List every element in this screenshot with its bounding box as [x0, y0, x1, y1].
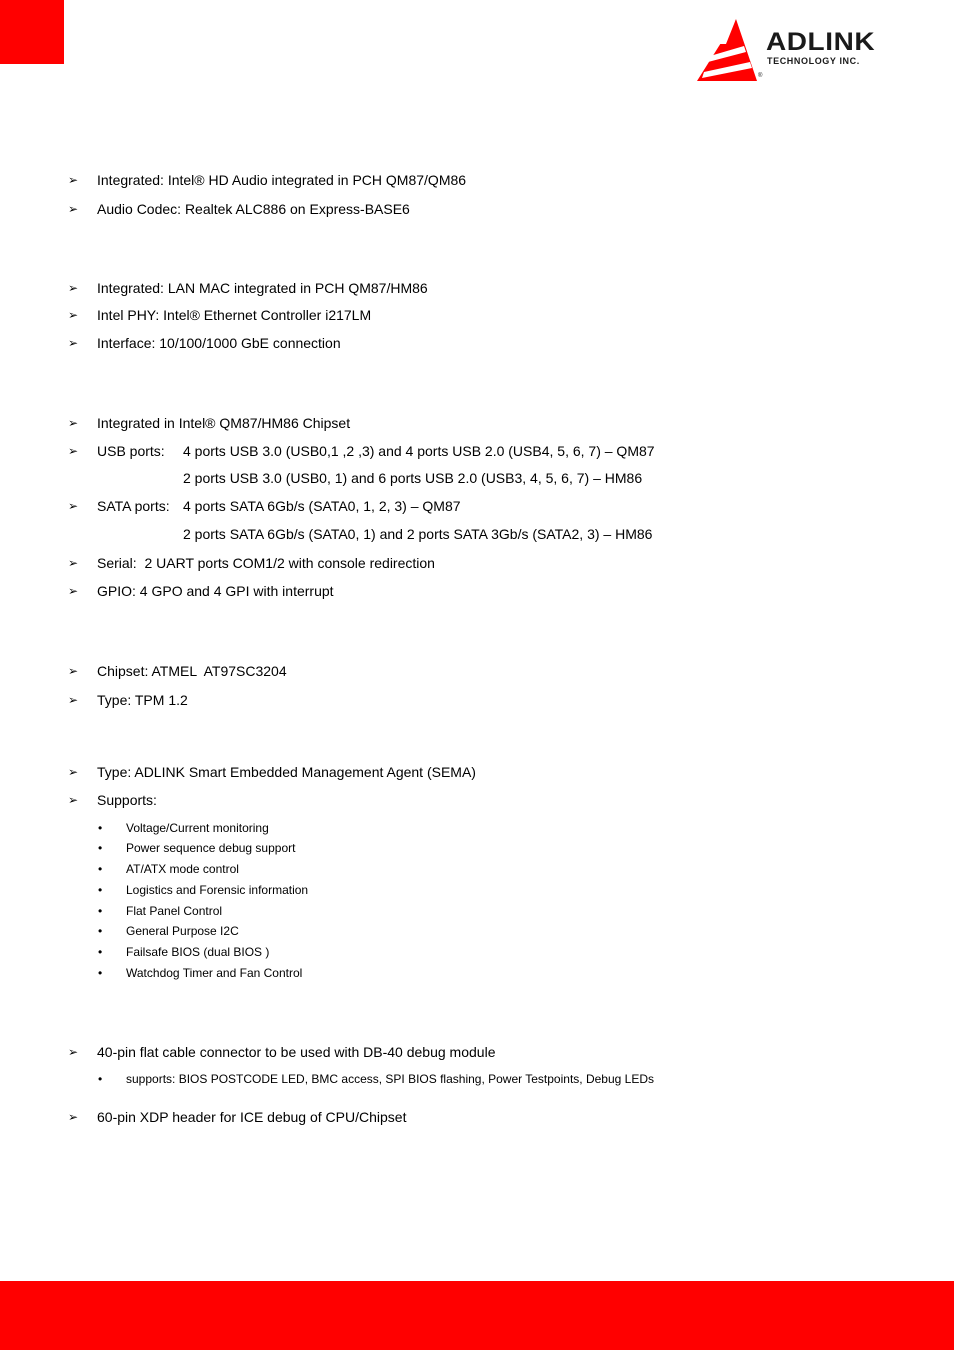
feature-item: • Power sequence debug support [98, 841, 296, 855]
arrow-bullet-icon: ➢ [68, 1045, 79, 1059]
bullet-dot-icon: • [98, 1072, 103, 1086]
list-item: ➢ Intel PHY: Intel® Ethernet Controller i217LM [68, 307, 372, 323]
arrow-bullet-icon: ➢ [68, 664, 79, 678]
feature-item: • Failsafe BIOS (dual BIOS ) [98, 945, 270, 959]
bullet-dot-icon: • [98, 945, 103, 959]
adlink-logo [696, 18, 908, 84]
sata-ports-continuation: 2 ports SATA 6Gb/s (SATA0, 1) and 2 ports SATA 3Gb/s (SATA2, 3) – HM86 [183, 526, 653, 542]
usb-ports-item: ➢ USB ports: 4 ports USB 3.0 (USB0,1 ,2 ,3) and 4 ports USB 2.0 (USB4, 5, 6, 7) – QM87 [68, 443, 655, 459]
bullet-dot-icon: • [98, 862, 103, 876]
arrow-bullet-icon: ➢ [68, 556, 79, 570]
logo-registered-mark: ® [758, 73, 763, 79]
arrow-bullet-icon: ➢ [68, 173, 79, 187]
arrow-bullet-icon: ➢ [68, 202, 79, 216]
arrow-bullet-icon: ➢ [68, 584, 79, 598]
arrow-bullet-icon: ➢ [68, 765, 79, 779]
list-item: ➢ Serial: 2 UART ports COM1/2 with console redirection [68, 555, 435, 571]
list-item: ➢ Integrated in Intel® QM87/HM86 Chipset [68, 415, 351, 431]
header-corner-block [0, 0, 64, 64]
list-item: ➢ Chipset: ATMEL AT97SC3204 [68, 663, 287, 679]
feature-item: • General Purpose I2C [98, 924, 239, 938]
usb-ports-continuation: 2 ports USB 3.0 (USB0, 1) and 6 ports USB 2.0 (USB3, 4, 5, 6, 7) – HM86 [183, 470, 643, 486]
arrow-bullet-icon: ➢ [68, 308, 79, 322]
bullet-dot-icon: • [98, 904, 103, 918]
list-item: ➢ 60-pin XDP header for ICE debug of CPU/Chipset [68, 1109, 407, 1125]
arrow-bullet-icon: ➢ [68, 793, 79, 807]
arrow-bullet-icon: ➢ [68, 1110, 79, 1124]
logo-triangle-icon [696, 18, 758, 82]
list-item: ➢ GPIO: 4 GPO and 4 GPI with interrupt [68, 583, 334, 599]
bullet-dot-icon: • [98, 883, 103, 897]
bullet-dot-icon: • [98, 841, 103, 855]
list-item: ➢ Integrated: LAN MAC integrated in PCH QM87/HM86 [68, 280, 428, 296]
bullet-dot-icon: • [98, 966, 103, 980]
feature-item: • Voltage/Current monitoring [98, 821, 269, 835]
list-item: ➢ Interface: 10/100/1000 GbE connection [68, 335, 341, 351]
sata-ports-item: ➢ SATA ports: 4 ports SATA 6Gb/s (SATA0, 1, 2, 3) – QM87 [68, 498, 461, 514]
logo-subtitle: TECHNOLOGY INC. [767, 56, 860, 66]
list-item: ➢ Audio Codec: Realtek ALC886 on Express-BASE6 [68, 201, 410, 217]
arrow-bullet-icon: ➢ [68, 499, 79, 513]
feature-item: • Logistics and Forensic information [98, 883, 309, 897]
bullet-dot-icon: • [98, 821, 103, 835]
feature-item: • Watchdog Timer and Fan Control [98, 966, 303, 980]
arrow-bullet-icon: ➢ [68, 693, 79, 707]
footer-bar [0, 1281, 954, 1350]
logo-name: ADLINK [766, 28, 876, 56]
arrow-bullet-icon: ➢ [68, 281, 79, 295]
bullet-dot-icon: • [98, 924, 103, 938]
list-item: ➢ 40-pin flat cable connector to be used with DB-40 debug module [68, 1044, 496, 1060]
arrow-bullet-icon: ➢ [68, 416, 79, 430]
arrow-bullet-icon: ➢ [68, 336, 79, 350]
feature-item: • Flat Panel Control [98, 904, 223, 918]
feature-item: • supports: BIOS POSTCODE LED, BMC access, SPI BIOS flashing, Power Testpoints, Debug LEDs [98, 1072, 654, 1086]
list-item: ➢ Supports: [68, 792, 157, 808]
arrow-bullet-icon: ➢ [68, 444, 79, 458]
list-item: ➢ Type: ADLINK Smart Embedded Management Agent (SEMA) [68, 764, 476, 780]
feature-item: • AT/ATX mode control [98, 862, 239, 876]
list-item: ➢ Type: TPM 1.2 [68, 692, 188, 708]
list-item: ➢ Integrated: Intel® HD Audio integrated in PCH QM87/QM86 [68, 172, 467, 188]
